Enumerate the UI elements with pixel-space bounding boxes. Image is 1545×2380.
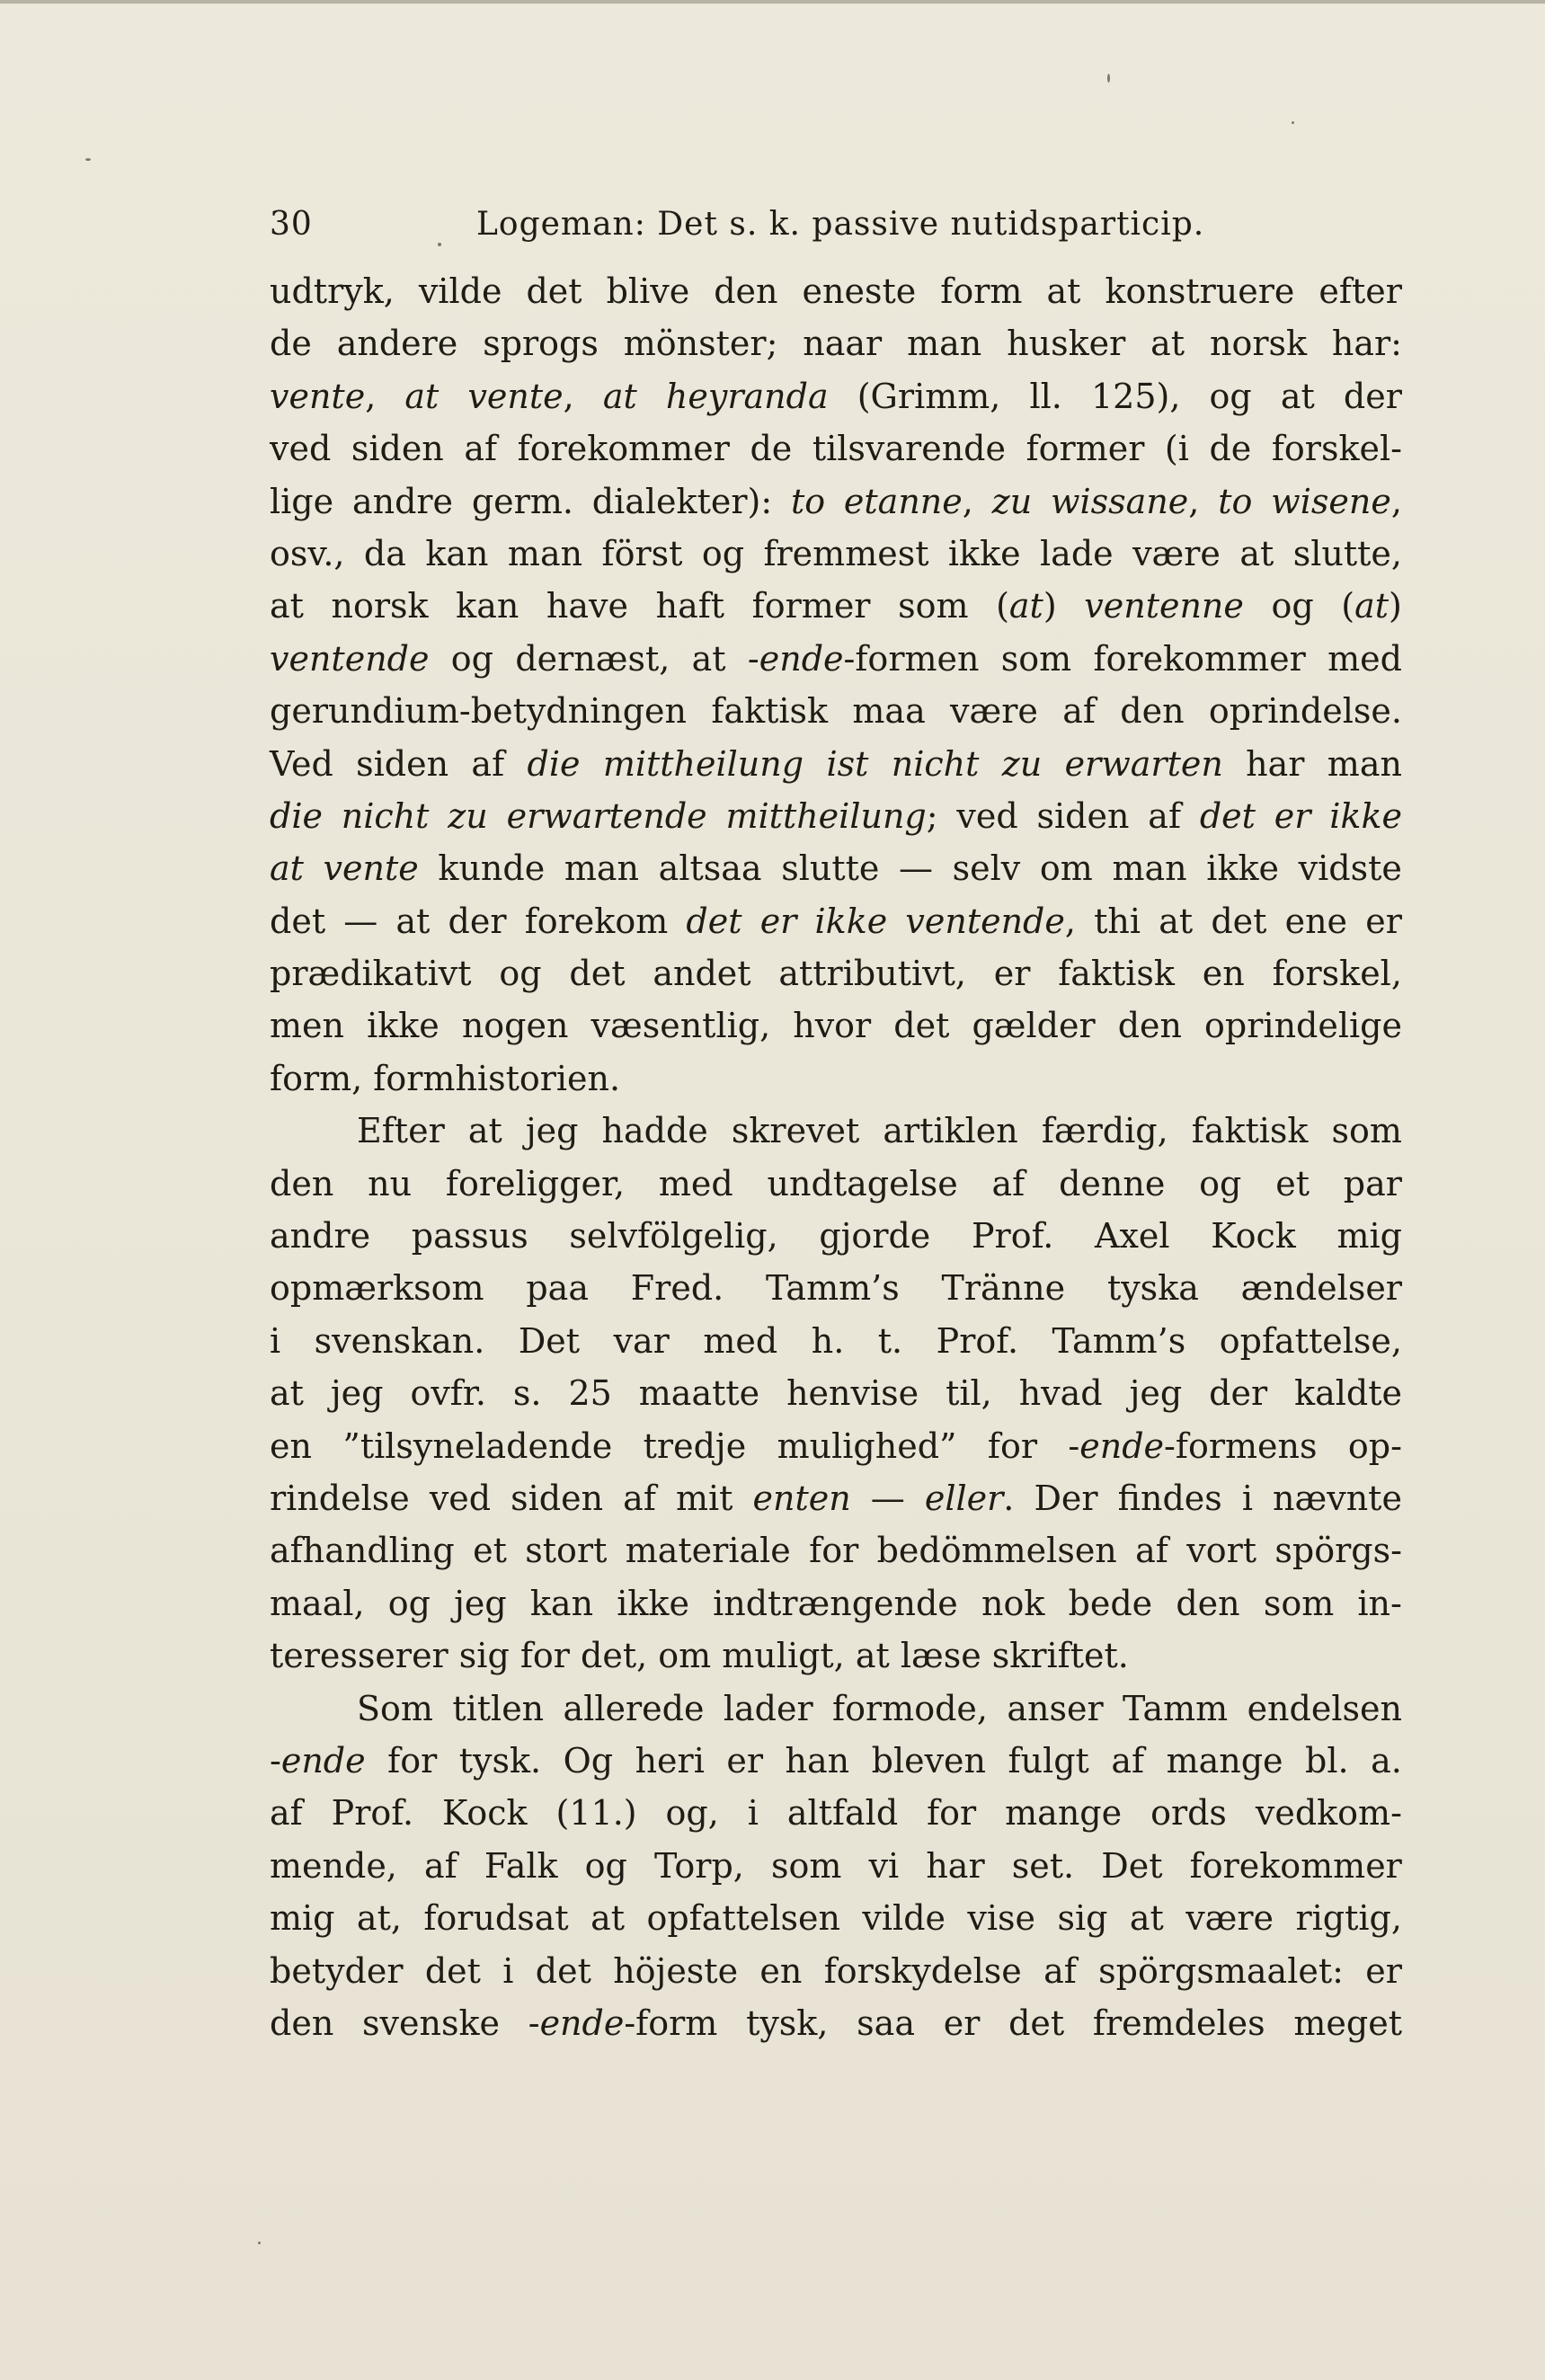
italic-text-segment: ende <box>280 1740 366 1781</box>
text-line <box>270 1683 1402 1735</box>
text-line <box>270 842 1402 894</box>
text-line <box>270 1315 1402 1367</box>
text-segment: Som titlen allerede lader formode, anser Tamm endelsen <box>357 1688 1402 1728</box>
italic-text-segment: at heyranda <box>602 376 829 416</box>
text-line <box>270 370 1402 422</box>
text-segment: — <box>870 1478 905 1518</box>
text-segment: den svenske - <box>270 2003 540 2043</box>
text-line <box>270 1630 1402 1682</box>
italic-text-segment: to etanne <box>790 481 963 521</box>
italic-text-segment: enten <box>752 1478 851 1518</box>
italic-text-segment: zu wissane <box>991 481 1189 521</box>
text-segment: (Grimm, ll. 125), og at der <box>857 376 1402 416</box>
text-segment: ) <box>1043 586 1057 626</box>
text-segment: i svenskan. Det var med h. t. Prof. Tamm’s opfattelse, <box>270 1320 1402 1361</box>
text-segment: teresserer sig for det, om muligt, at læse skriftet. <box>270 1636 1129 1676</box>
text-line <box>270 999 1402 1052</box>
text-segment: at jeg ovfr. s. 25 maatte henvise til, hvad jeg der kaldte <box>270 1373 1402 1414</box>
paper-speck <box>258 2242 261 2244</box>
italic-text-segment: det er ikke ventende <box>686 901 1065 941</box>
text-line <box>270 947 1402 999</box>
text-line <box>270 790 1402 842</box>
text-segment: , <box>962 481 973 521</box>
italic-text-segment: to wisene <box>1218 481 1391 521</box>
text-line <box>270 1840 1402 1892</box>
text-line <box>270 1158 1402 1210</box>
text-line <box>270 265 1402 317</box>
italic-text-segment: die mittheilung ist nicht zu erwarten <box>527 743 1223 784</box>
text-line <box>270 738 1402 790</box>
italic-text-segment: ventende <box>270 638 430 679</box>
text-line <box>270 528 1402 580</box>
text-line <box>270 580 1402 632</box>
text-segment: , <box>365 376 377 416</box>
italic-text-segment: ventenne <box>1084 586 1244 626</box>
text-segment: opmærksom paa Fred. Tamm’s Tränne tyska ændelser <box>270 1268 1402 1309</box>
text-segment: mende, af Falk og Torp, som vi har set. Det forekommer <box>270 1845 1402 1886</box>
text-segment: osv., da kan man först og fremmest ikke lade være at slutte, <box>270 533 1402 573</box>
italic-text-segment: die nicht zu erwartende mittheilung <box>270 795 927 836</box>
text-line <box>270 685 1402 737</box>
text-line <box>270 317 1402 369</box>
italic-text-segment: at <box>1008 586 1043 626</box>
text-segment: form, formhistorien. <box>270 1058 621 1098</box>
text-segment: de andere sprogs mönster; naar man husker at norsk har: <box>270 324 1402 364</box>
text-line <box>270 1367 1402 1419</box>
text-line <box>270 1472 1402 1524</box>
text-segment: prædikativt og det andet attributivt, er faktisk en forskel, <box>270 954 1402 994</box>
italic-text-segment: at vente <box>404 376 564 416</box>
text-segment: en ”tilsyneladende tredje mulighed” for - <box>270 1425 1080 1466</box>
text-line <box>270 1210 1402 1262</box>
text-segment: -formen som forekommer med <box>843 638 1402 679</box>
text-segment: og dernæst, at - <box>450 638 759 679</box>
text-line <box>270 1787 1402 1839</box>
text-segment: har man <box>1246 743 1402 784</box>
text-line <box>270 1052 1402 1105</box>
text-segment: den nu foreligger, med undtagelse af denne og et par <box>270 1163 1402 1203</box>
text-line <box>270 1262 1402 1314</box>
paper-speck <box>1292 121 1294 124</box>
text-line <box>270 895 1402 947</box>
italic-text-segment: at <box>1354 586 1390 626</box>
text-segment: betyder det i det höjeste en forskydelse af spörgsmaalet: er <box>270 1950 1402 1991</box>
italic-text-segment: at vente <box>270 848 419 889</box>
text-segment: -form tysk, saa er det fremdeles meget <box>624 2003 1402 2043</box>
text-segment: andre passus selvfölgelig, gjorde Prof. Axel Kock mig <box>270 1216 1402 1257</box>
text-segment: udtryk, vilde det blive den eneste form at konstruere efter <box>270 271 1402 311</box>
text-segment: ved siden af forekommer de tilsvarende former (i de forskel- <box>270 429 1402 469</box>
italic-text-segment: eller <box>924 1478 1004 1518</box>
paper-speck <box>85 158 91 161</box>
text-line <box>270 1577 1402 1630</box>
text-line <box>270 1524 1402 1576</box>
text-line <box>270 1892 1402 1944</box>
text-segment: , <box>1390 481 1402 521</box>
text-segment: rindelse ved siden af mit <box>270 1478 733 1518</box>
text-line <box>270 1105 1402 1157</box>
page-top-edge <box>0 0 1545 4</box>
text-segment: Efter at jeg hadde skrevet artiklen færdig, faktisk som <box>357 1111 1402 1151</box>
text-segment: afhandling et stort materiale for bedömmelsen af vort spörgs- <box>270 1531 1402 1571</box>
text-line <box>270 1997 1402 2049</box>
paper-speck <box>1107 74 1110 83</box>
body-text <box>270 265 1402 2049</box>
text-segment: men ikke nogen væsentlig, hvor det gælder den oprindelige <box>270 1006 1402 1046</box>
text-line <box>270 1420 1402 1472</box>
text-line <box>270 1735 1402 1787</box>
italic-text-segment: vente <box>270 376 366 416</box>
paper-speck <box>438 243 441 246</box>
italic-text-segment: ende <box>539 2003 625 2043</box>
text-segment: ; ved siden af <box>926 795 1182 836</box>
text-segment: , <box>1188 481 1200 521</box>
text-segment: gerundium-betydningen faktisk maa være af den oprindelse. <box>270 691 1402 732</box>
italic-text-segment: ende <box>1079 1425 1165 1466</box>
text-segment: -formens op- <box>1164 1425 1402 1466</box>
text-segment: for tysk. Og heri er han bleven fulgt af mange bl. a. <box>387 1740 1402 1781</box>
page-number: 30 <box>270 206 313 243</box>
text-segment: - <box>270 1740 281 1781</box>
text-line <box>270 1945 1402 1997</box>
text-segment: , thi at det ene er <box>1064 901 1402 941</box>
italic-text-segment: det er ikke <box>1199 795 1402 836</box>
text-segment: og ( <box>1271 586 1355 626</box>
text-segment: , <box>563 376 574 416</box>
text-segment: at norsk kan have haft former som ( <box>270 586 1009 626</box>
text-segment: maal, og jeg kan ikke indtrængende nok bede den som in- <box>270 1583 1402 1623</box>
text-line <box>270 633 1402 685</box>
text-segment: Ved siden af <box>270 743 505 784</box>
text-segment: lige andre germ. dialekter): <box>270 481 773 521</box>
text-segment: mig at, forudsat at opfattelsen vilde vise sig at være rigtig, <box>270 1898 1402 1939</box>
text-segment: . Der findes i nævnte <box>1003 1478 1402 1518</box>
text-line <box>270 422 1402 475</box>
text-segment: af Prof. Kock (11.) og, i altfald for mange ords vedkom- <box>270 1793 1402 1834</box>
text-line <box>270 475 1402 528</box>
text-segment: kunde man altsaa slutte — selv om man ikke vidste <box>438 848 1402 889</box>
header-title: Logeman: Det s. k. passive nutidsparticip. <box>476 206 1205 243</box>
text-segment: det — at der forekom <box>270 901 669 941</box>
text-segment: ) <box>1389 586 1402 626</box>
italic-text-segment: ende <box>759 638 844 679</box>
